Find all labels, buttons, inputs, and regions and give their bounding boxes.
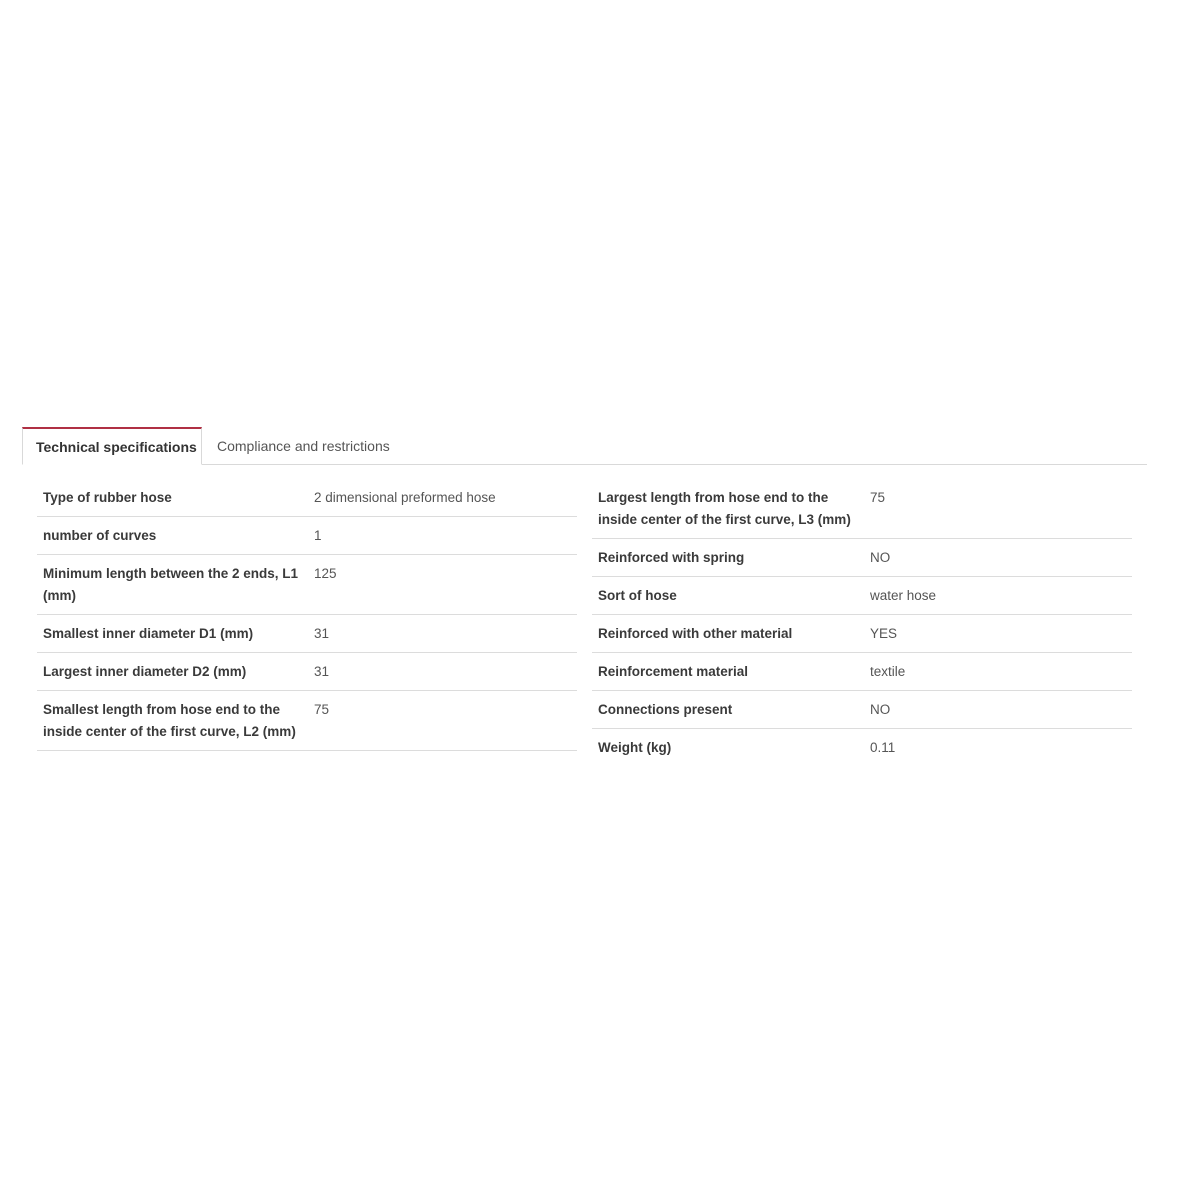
tab-technical-specifications[interactable]: Technical specifications bbox=[22, 427, 202, 465]
spec-value: YES bbox=[870, 626, 898, 641]
spec-value: 1 bbox=[314, 528, 322, 543]
spec-value: textile bbox=[870, 664, 906, 679]
spec-label: Largest inner diameter D2 (mm) bbox=[43, 664, 247, 679]
spec-value: 31 bbox=[314, 626, 330, 641]
spec-label: number of curves bbox=[43, 528, 157, 543]
spec-value: water hose bbox=[870, 588, 937, 603]
spec-label: Reinforced with spring bbox=[598, 550, 745, 565]
table-row bbox=[592, 653, 1132, 691]
spec-label: Reinforcement material bbox=[598, 664, 749, 679]
spec-value: 75 bbox=[870, 490, 886, 505]
spec-value: 2 dimensional preformed hose bbox=[314, 490, 496, 505]
spec-value: 31 bbox=[314, 664, 330, 679]
spec-label: Reinforced with other material bbox=[598, 626, 793, 641]
table-row bbox=[37, 615, 577, 653]
spec-label: Smallest inner diameter D1 (mm) bbox=[43, 626, 254, 641]
tab-compliance-and-restrictions[interactable]: Compliance and restrictions bbox=[217, 438, 390, 454]
spec-label: Sort of hose bbox=[598, 588, 677, 603]
table-row bbox=[37, 517, 577, 555]
spec-value: 125 bbox=[314, 566, 337, 581]
tab-bar bbox=[22, 427, 1147, 465]
spec-label: Minimum length between the 2 ends, L1 (mm) bbox=[43, 566, 299, 603]
table-row bbox=[37, 555, 577, 615]
table-row bbox=[592, 615, 1132, 653]
table-row bbox=[592, 729, 1132, 767]
spec-value: 0.11 bbox=[870, 740, 896, 755]
table-row bbox=[592, 577, 1132, 615]
table-row bbox=[37, 479, 577, 517]
spec-label: Smallest length from hose end to the inside center of the first curve, L2 (mm) bbox=[43, 702, 296, 739]
spec-label: Type of rubber hose bbox=[43, 490, 172, 505]
table-row bbox=[592, 539, 1132, 577]
spec-value: 75 bbox=[314, 702, 330, 717]
spec-value: NO bbox=[870, 702, 891, 717]
spec-table-left bbox=[37, 479, 577, 751]
spec-value: NO bbox=[870, 550, 891, 565]
table-row bbox=[592, 479, 1132, 539]
table-row bbox=[592, 691, 1132, 729]
table-row bbox=[37, 691, 577, 751]
spec-table-right bbox=[592, 479, 1132, 767]
spec-label: Weight (kg) bbox=[598, 740, 672, 755]
table-row bbox=[37, 653, 577, 691]
spec-label: Largest length from hose end to the inside center of the first curve, L3 (mm) bbox=[598, 490, 851, 527]
spec-label: Connections present bbox=[598, 702, 733, 717]
